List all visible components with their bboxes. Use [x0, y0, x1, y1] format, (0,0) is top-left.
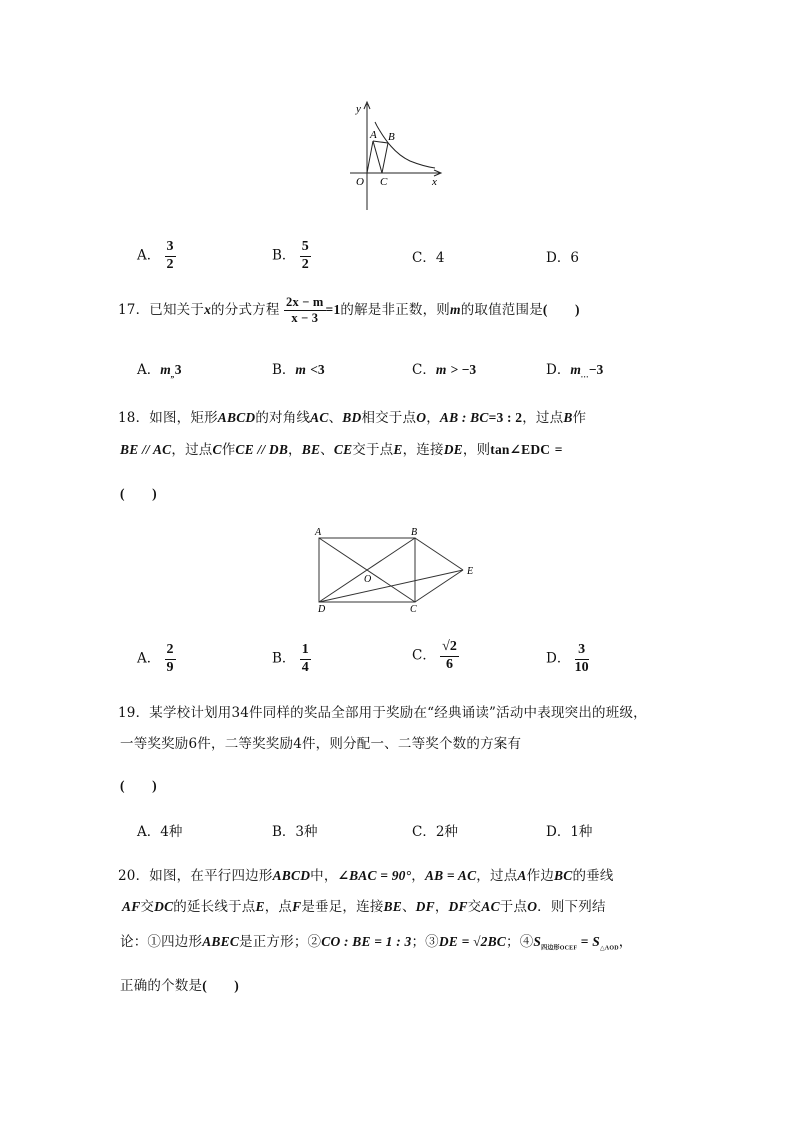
- option-fraction: $\frac{2}{9}$: [166, 642, 174, 675]
- option-text: 1种: [570, 824, 593, 840]
- option-text: 4: [435, 250, 445, 266]
- option-sub: „: [170, 370, 175, 380]
- option-text: 3种: [295, 824, 318, 840]
- option-letter: D．: [546, 650, 571, 667]
- q20-stem-line2: AF交DC的延长线于点E，点F是垂足，连接BE、DF，DF交AC于点O．则下列结: [122, 899, 606, 915]
- option-letter: D．: [546, 362, 571, 378]
- segment-bc: [382, 143, 388, 173]
- option-fraction: $\frac{√2}{6}$: [442, 639, 457, 672]
- label-x: x: [432, 176, 437, 188]
- q19-stem-line2: 一等奖奖励6件，二等奖奖励4件，则分配一、二等奖个数的方案有: [120, 736, 522, 752]
- label-o: O: [356, 176, 364, 188]
- q16-option-c[interactable]: [412, 246, 444, 266]
- option-rhs: <3: [310, 362, 325, 377]
- segment-ab: [373, 141, 388, 143]
- label-d: D: [318, 604, 326, 614]
- label-a: A: [315, 527, 322, 538]
- q19-option-b[interactable]: [272, 820, 318, 840]
- option-letter: A．: [137, 362, 161, 378]
- option-fraction: $\frac{3}{10}$: [574, 642, 589, 675]
- option-fraction: $\frac{3}{2}$: [166, 239, 174, 272]
- label-e: E: [467, 566, 474, 577]
- q19-option-a[interactable]: [137, 820, 182, 840]
- label-o: O: [364, 574, 372, 585]
- q17-option-d[interactable]: [546, 358, 603, 380]
- option-text: 2种: [435, 824, 458, 840]
- label-y: y: [356, 103, 361, 115]
- option-letter: B．: [272, 824, 296, 840]
- segment-be: [415, 538, 463, 570]
- option-expr: m: [160, 362, 171, 377]
- q19-stem-line1: 19．某学校计划用34件同样的奖品全部用于奖励在“经典诵读”活动中表现突出的班级，: [118, 705, 647, 721]
- label-a: A: [370, 129, 377, 141]
- q18-option-a[interactable]: [137, 643, 176, 675]
- label-c: C: [380, 176, 388, 188]
- option-letter: C．: [412, 647, 436, 664]
- option-letter: C．: [412, 250, 436, 266]
- segment-ce: [415, 570, 463, 602]
- q20-stem-line1: 20．如图，在平行四边形ABCD中，∠BAC = 90°，AB = AC，过点A作边BC的垂线: [118, 868, 614, 884]
- rectangle-figure: [310, 522, 485, 614]
- option-letter: B．: [272, 362, 296, 378]
- segment-oa: [367, 141, 373, 173]
- q16-option-d[interactable]: [546, 246, 579, 266]
- option-expr: m: [435, 362, 447, 377]
- label-b: B: [411, 527, 418, 538]
- option-rhs: 3: [174, 362, 182, 377]
- option-expr: m: [570, 362, 581, 377]
- label-b: B: [388, 131, 395, 143]
- q19-answer-blank: ( ): [120, 778, 157, 793]
- option-letter: B．: [272, 247, 296, 264]
- q18-answer-blank: ( ): [120, 486, 157, 501]
- q18-stem-line1: 18．如图，矩形ABCD的对角线AC、BD相交于点O，AB : BC=3 : 2，过点B作: [118, 410, 587, 426]
- option-sub: …: [580, 370, 589, 380]
- option-rhs: > −3: [450, 362, 477, 377]
- q19-option-c[interactable]: [412, 820, 458, 840]
- option-letter: C．: [412, 824, 436, 840]
- q17-option-c[interactable]: [412, 358, 476, 378]
- q17-option-a[interactable]: [137, 358, 182, 380]
- option-fraction: $\frac{1}{4}$: [301, 642, 309, 675]
- q19-option-d[interactable]: [546, 820, 592, 840]
- q18-option-d[interactable]: [546, 643, 589, 675]
- segment-de: [319, 570, 463, 602]
- hyperbola-curve: [377, 126, 435, 168]
- q17-stem: 17．已知关于x的分式方程 $\frac{2x - m}{x - 3}$ =1的解是非正数，则m的取值范围是( ): [118, 295, 580, 326]
- option-letter: C．: [412, 362, 436, 378]
- q20-stem-line4: 正确的个数是( ): [120, 978, 239, 994]
- q18-stem-line2: BE // AC，过点C作CE // DB，BE、CE交于点E，连接DE，则tan∠EDC =: [120, 442, 563, 458]
- option-letter: A．: [137, 824, 161, 840]
- option-text: 6: [570, 250, 579, 266]
- q16-option-a[interactable]: [137, 240, 176, 272]
- q20-stem-line3: 论：①四边形ABEC是正方形；②CO : BE = 1 : 3；③DE = √2BC；$④S_{四边形OCEF} = S_{\triangle AOD}$，: [120, 934, 633, 952]
- option-letter: A．: [137, 247, 161, 264]
- option-expr: m: [295, 362, 306, 377]
- q17-option-b[interactable]: [272, 358, 325, 378]
- option-fraction: $\frac{5}{2}$: [301, 239, 309, 272]
- option-letter: D．: [546, 824, 571, 840]
- segment-ac: [373, 141, 382, 173]
- option-text: 4种: [160, 824, 183, 840]
- label-c: C: [410, 604, 417, 614]
- q17-equation-fraction: $\frac{2x - m}{x - 3}$: [286, 295, 324, 326]
- option-letter: D．: [546, 250, 571, 266]
- q18-option-b[interactable]: [272, 643, 311, 675]
- option-rhs: −3: [588, 362, 604, 377]
- hyperbola-curve-upper: [375, 122, 377, 126]
- q18-option-c[interactable]: [412, 640, 459, 672]
- hyperbola-graph: [340, 98, 450, 213]
- option-letter: B．: [272, 650, 296, 667]
- option-letter: A．: [137, 650, 161, 667]
- q16-option-b[interactable]: [272, 240, 311, 272]
